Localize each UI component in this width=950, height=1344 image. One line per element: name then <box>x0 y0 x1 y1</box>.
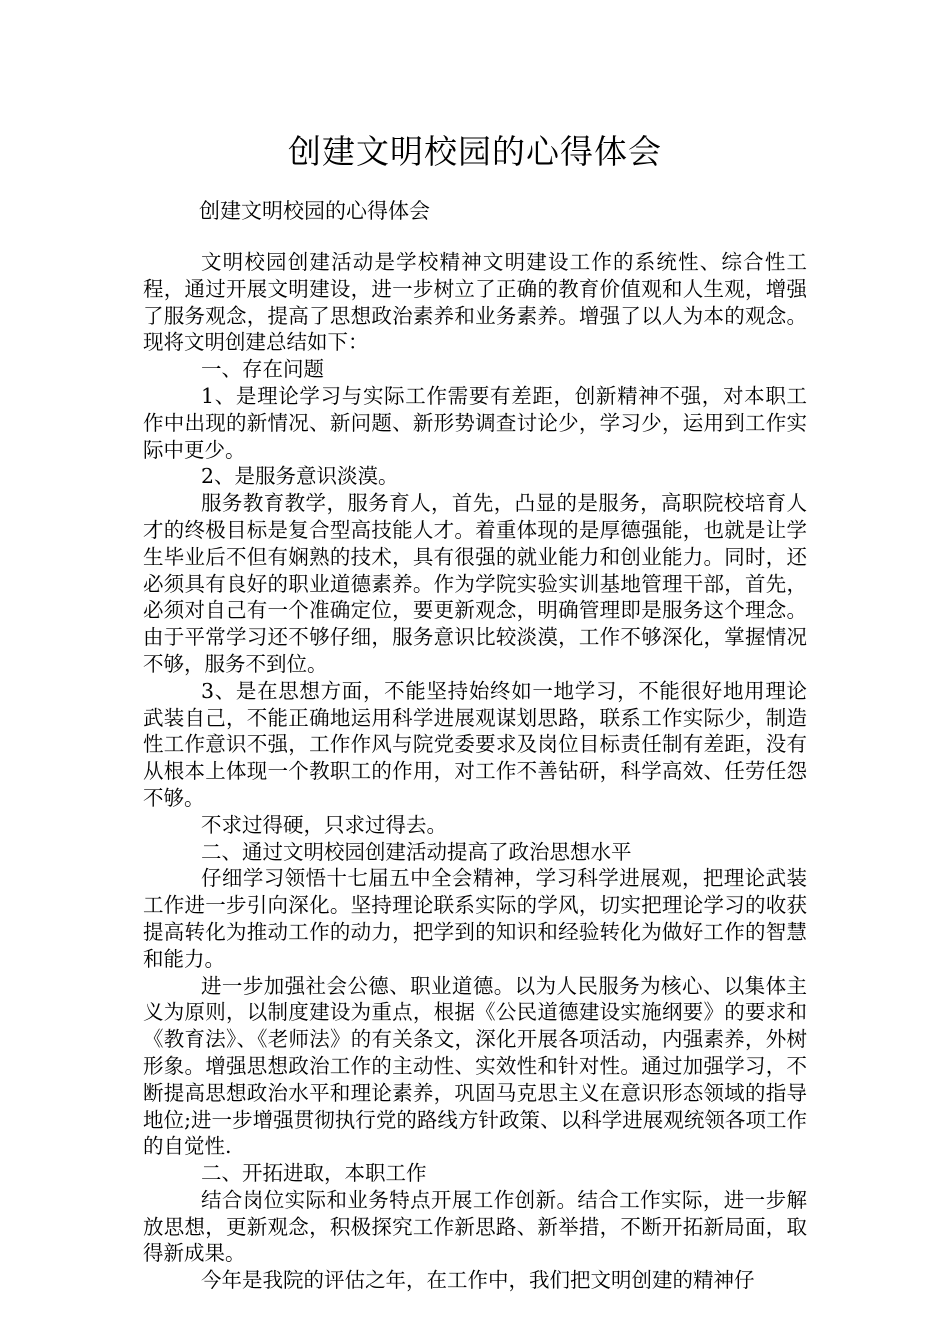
paragraph: 文明校园创建活动是学校精神文明建设工作的系统性、综合性工程，通过开展文明建设，进一步树立了正确的教育价值观和人生观，增强了服务观念，提高了思想政治素养和业务素养。增强了以人为本的观念。现将文明创建总结如下： <box>143 250 807 355</box>
paragraph: 今年是我院的评估之年，在工作中，我们把文明创建的精神仔 <box>201 1268 755 1293</box>
document-body <box>143 249 807 1294</box>
paragraph: 3、是在思想方面，不能坚持始终如一地学习，不能很好地用理论武装自己，不能正确地运用科学进展观谋划思路，联系工作实际少，制造性工作意识不强，工作作风与院党委要求及岗位目标责任制有差距，没有从根本上体现一个教职工的作用，对工作不善钻研，科学高效、任劳任怨不够。 <box>143 678 807 810</box>
section-heading: 一、存在问题 <box>201 357 324 382</box>
paragraph: 结合岗位实际和业务特点开展工作创新。结合工作实际，进一步解放思想，更新观念，积极探究工作新思路、新举措，不断开拓新局面，取得新成果。 <box>143 1187 807 1266</box>
paragraph: 仔细学习领悟十七届五中全会精神，学习科学进展观，把理论武装工作进一步引向深化。坚持理论联系实际的学风，切实把理论学习的收获提高转化为推动工作的动力，把学到的知识和经验转化为做好工作的智慧和能力。 <box>143 866 807 971</box>
paragraph: 进一步加强社会公德、职业道德。以为人民服务为核心、以集体主义为原则，以制度建设为重点，根据《公民道德建设实施纲要》的要求和《教育法》、《老师法》的有关条文，深化开展各项活动，内强素养，外树形象。增强思想政治工作的主动性、实效性和针对性。通过加强学习，不断提高思想政治水平和理论素养，巩固马克思主义在意识形态领域的指导地位;进一步增强贯彻执行党的路线方针政策、以科学进展观统领各项工作的自觉性. <box>143 973 807 1159</box>
paragraph: 2、是服务意识淡漠。 <box>201 464 399 489</box>
paragraph: 1、是理论学习与实际工作需要有差距，创新精神不强，对本职工作中出现的新情况、新问题、新形势调查讨论少，学习少，运用到工作实际中更少。 <box>143 383 807 462</box>
paragraph: 不求过得硬，只求过得去。 <box>201 812 447 837</box>
paragraph: 服务教育教学，服务育人，首先，凸显的是服务，高职院校培育人才的终极目标是复合型高技能人才。着重体现的是厚德强能，也就是让学生毕业后不但有娴熟的技术，具有很强的就业能力和创业能力。同时，还必须具有良好的职业道德素养。作为学院实验实训基地管理干部，首先，必须对自己有一个准确定位，要更新观念，明确管理即是服务这个理念。由于平常学习还不够仔细，服务意识比较淡漠，工作不够深化，掌握情况不够，服务不到位。 <box>143 491 807 676</box>
document-page <box>143 0 807 1294</box>
section-heading: 二、通过文明校园创建活动提高了政治思想水平 <box>201 839 632 864</box>
document-title: 创建文明校园的心得体会 <box>288 132 662 171</box>
document-subtitle: 创建文明校园的心得体会 <box>199 199 430 223</box>
section-heading: 二、开拓进取，本职工作 <box>201 1161 427 1186</box>
